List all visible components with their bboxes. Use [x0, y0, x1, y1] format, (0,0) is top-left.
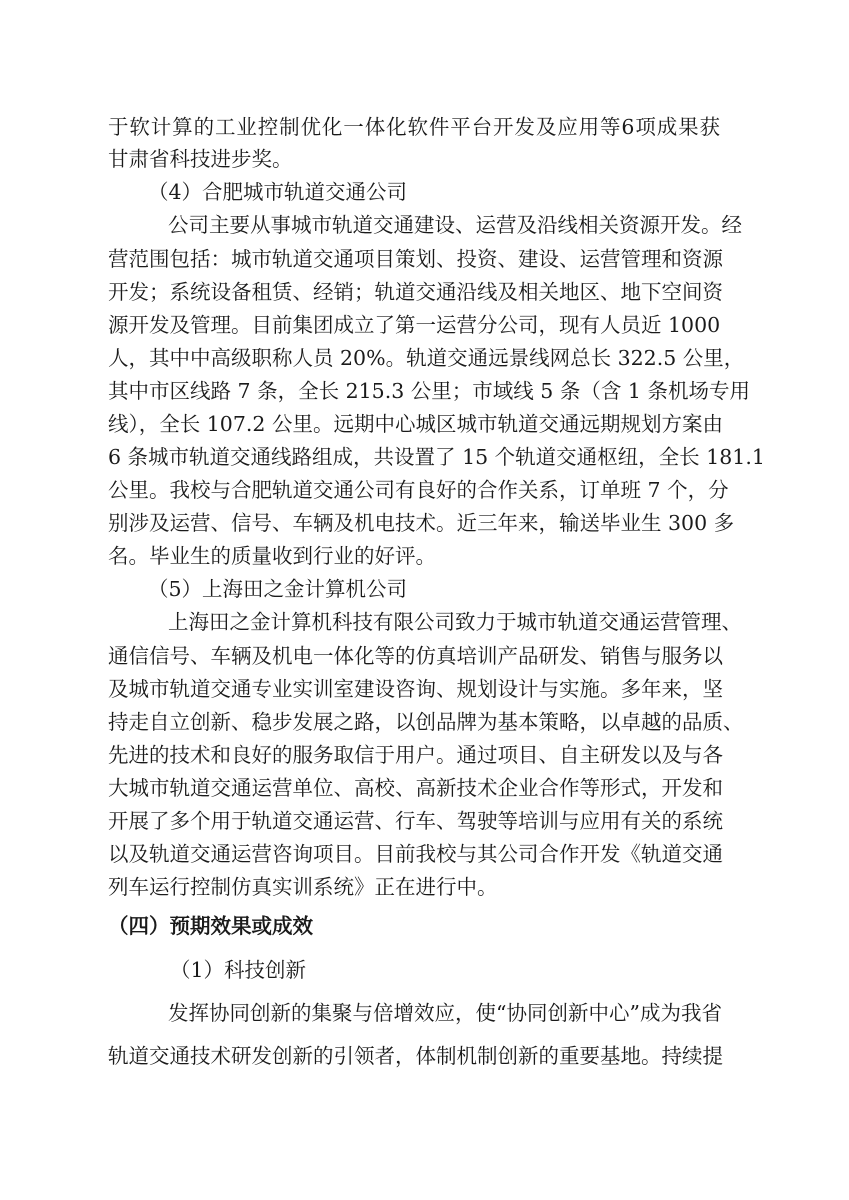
paragraph-line: 线），全长 107.2 公里。远期中心城区城市轨道交通远期规划方案由	[108, 412, 723, 436]
paragraph-line: 开发；系统设备租赁、经销；轨道交通沿线及相关地区、地下空间资	[108, 280, 723, 304]
paragraph-line: 及城市轨道交通专业实训室建设咨询、规划设计与实施。多年来，坚	[108, 677, 723, 701]
subsection-heading-5: （5）上海田之金计算机公司	[148, 577, 408, 601]
paragraph-line: 公里。我校与合肥轨道交通公司有良好的合作关系，订单班 7 个，分	[108, 478, 729, 502]
paragraph-line: 别涉及运营、信号、车辆及机电技术。近三年来，输送毕业生 300 多	[108, 511, 735, 535]
paragraph-line: 持走自立创新、稳步发展之路，以创品牌为基本策略，以卓越的品质、	[108, 710, 744, 734]
paragraph-line: 人，其中中高级职称人员 20%。轨道交通远景线网总长 322.5 公里，	[108, 346, 745, 370]
paragraph-line: 上海田之金计算机科技有限公司致力于城市轨道交通运营管理、	[168, 610, 742, 634]
paragraph-line: 6 条城市轨道交通线路组成，共设置了 15 个轨道交通枢纽，全长 181.1	[108, 445, 765, 469]
paragraph-line: 公司主要从事城市轨道交通建设、运营及沿线相关资源开发。经	[168, 213, 742, 237]
paragraph-line: 发挥协同创新的集聚与倍增效应，使“协同创新中心”成为我省	[168, 1001, 722, 1025]
paragraph-line: 先进的技术和良好的服务取信于用户。通过项目、自主研发以及与各	[108, 743, 723, 767]
paragraph-line: 其中市区线路 7 条，全长 215.3 公里；市域线 5 条（含 1 条机场专用	[108, 379, 750, 403]
paragraph-line: 列车运行控制仿真实训系统》正在进行中。	[108, 875, 498, 899]
subsection-heading-1: （1）科技创新	[170, 958, 307, 982]
paragraph-line: 以及轨道交通运营咨询项目。目前我校与其公司合作开发《轨道交通	[108, 842, 723, 866]
paragraph-line: 轨道交通技术研发创新的引领者，体制机制创新的重要基地。持续提	[108, 1044, 723, 1068]
paragraph-line: 通信信号、车辆及机电一体化等的仿真培训产品研发、销售与服务以	[108, 644, 723, 668]
paragraph-line: 营范围包括：城市轨道交通项目策划、投资、建设、运营管理和资源	[108, 247, 723, 271]
paragraph-line: 名。毕业生的质量收到行业的好评。	[108, 544, 436, 568]
paragraph-line: 开展了多个用于轨道交通运营、行车、驾驶等培训与应用有关的系统	[108, 809, 723, 833]
subsection-heading-4: （4）合肥城市轨道交通公司	[148, 180, 408, 204]
text-body	[108, 0, 765, 1200]
paragraph-line: 于软计算的工业控制优化一体化软件平台开发及应用等6项成果获	[108, 115, 720, 139]
paragraph-line: 大城市轨道交通运营单位、高校、高新技术企业合作等形式，开发和	[108, 776, 723, 800]
section-heading: （四）预期效果或成效	[108, 914, 313, 938]
paragraph-line: 源开发及管理。目前集团成立了第一运营分公司，现有人员近 1000	[108, 313, 721, 337]
paragraph-line: 甘肃省科技进步奖。	[108, 147, 293, 171]
